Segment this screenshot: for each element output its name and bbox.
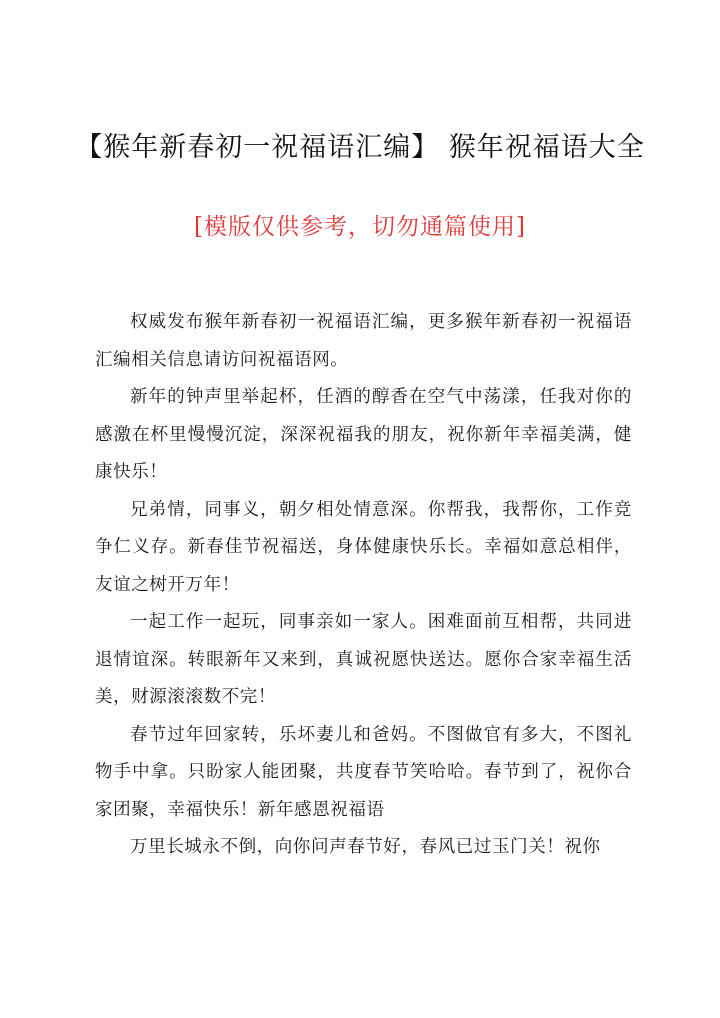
document-subtitle: [模版仅供参考，切勿通篇使用] — [194, 214, 526, 240]
paragraph-blessing-4: 春节过年回家转，乐坏妻儿和爸妈。不图做官有多大，不图礼物手中拿。只盼家人能团聚，共度春节笑哈哈。春节到了，祝你合家团聚，幸福快乐！新年感恩祝福语 — [95, 724, 632, 820]
paragraph-blessing-2: 兄弟情，同事义，朝夕相处情意深。你帮我，我帮你，工作竞争仁义存。新春佳节祝福送，身体健康快乐长。幸福如意总相伴，友谊之树开万年！ — [95, 499, 632, 595]
paragraph-blessing-3: 一起工作一起玩，同事亲如一家人。困难面前互相帮，共同进退情谊深。转眼新年又来到，真诚祝愿快送达。愿你合家幸福生活美，财源滚滚数不完！ — [95, 612, 632, 707]
document-title: 【猴年新春初一祝福语汇编】 猴年祝福语大全 — [75, 132, 645, 163]
paragraph-intro: 权威发布猴年新春初一祝福语汇编，更多猴年新春初一祝福语汇编相关信息请访问祝福语网。 — [95, 312, 632, 370]
paragraph-blessing-5: 万里长城永不倒，向你问声春节好，春风已过玉门关！祝你 — [130, 837, 601, 857]
paragraph-blessing-1: 新年的钟声里举起杯，任酒的醇香在空气中荡漾，任我对你的感激在杯里慢慢沉淀，深深祝福我的朋友，祝你新年幸福美满，健康快乐！ — [95, 387, 632, 482]
document-body — [95, 304, 632, 867]
